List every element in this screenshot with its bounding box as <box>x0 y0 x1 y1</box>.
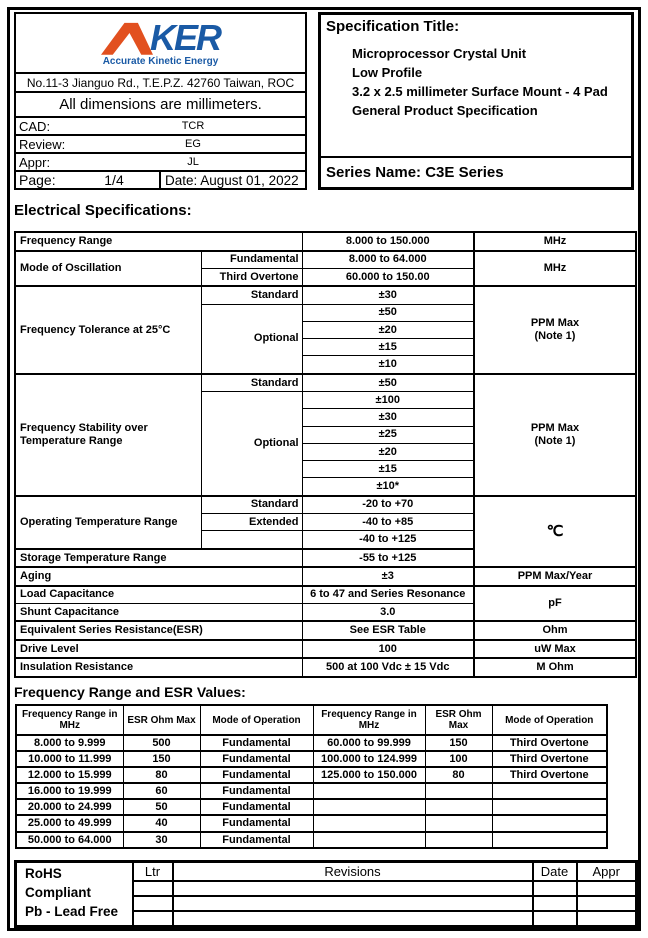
table-cell: ±30 <box>302 409 474 426</box>
esr-table <box>15 704 608 849</box>
table-cell: Optional <box>201 392 302 496</box>
table-cell: Mode of Oscillation <box>15 251 201 287</box>
table-cell: ±15 <box>302 339 474 356</box>
table-cell: Equivalent Series Resistance(ESR) <box>15 621 302 640</box>
spec-title-heading: Specification Title: <box>326 18 460 35</box>
table-cell: 60.000 to 99.999 <box>313 735 425 751</box>
table-cell: ±10* <box>302 478 474 496</box>
table-cell: ±30 <box>302 286 474 304</box>
table-cell: Frequency Range <box>15 232 302 251</box>
company-address: No.11-3 Jianguo Rd., T.E.P.Z. 42760 Taiwan, ROC <box>16 72 305 91</box>
aker-logo-text: KER <box>149 17 220 58</box>
table-cell: -55 to +125 <box>302 549 474 568</box>
table-cell: Third Overtone <box>492 767 607 783</box>
appr-label: Appr: <box>19 154 51 170</box>
appr-row <box>16 152 305 170</box>
table-cell: ±20 <box>302 443 474 460</box>
review-value: EG <box>185 138 201 150</box>
table-cell: 150 <box>425 735 492 751</box>
table-cell: ESR Ohm Max <box>425 705 492 735</box>
table-cell: Fundamental <box>200 751 313 767</box>
table-cell <box>133 881 173 896</box>
table-cell <box>533 911 577 926</box>
table-cell: 150 <box>123 751 200 767</box>
table-cell <box>425 799 492 815</box>
table-cell: Third Overtone <box>201 268 302 286</box>
table-cell: 10.000 to 11.999 <box>16 751 123 767</box>
table-cell: ±3 <box>302 567 474 586</box>
spec-title-line: Low Profile <box>352 65 423 80</box>
aker-logo-a-icon <box>101 21 153 55</box>
spec-title-line: General Product Specification <box>352 103 538 118</box>
company-info-box <box>14 12 307 190</box>
table-cell: ±10 <box>302 356 474 374</box>
table-cell <box>425 783 492 799</box>
spec-title-section <box>321 15 631 156</box>
table-cell <box>201 531 302 549</box>
table-cell: 50 <box>123 799 200 815</box>
table-cell: ℃ <box>474 496 636 567</box>
table-cell: 25.000 to 49.999 <box>16 815 123 831</box>
table-cell: Extended <box>201 514 302 531</box>
table-cell: Drive Level <box>15 640 302 659</box>
table-cell: 80 <box>123 767 200 783</box>
table-cell: -40 to +85 <box>302 514 474 531</box>
table-cell: Fundamental <box>200 815 313 831</box>
logo-word <box>101 17 220 58</box>
table-cell: 8.000 to 9.999 <box>16 735 123 751</box>
series-name: Series Name: C3E Series <box>321 156 631 187</box>
table-cell: M Ohm <box>474 658 636 677</box>
table-cell <box>577 911 637 926</box>
table-cell: 500 at 100 Vdc ± 15 Vdc <box>302 658 474 677</box>
table-cell: Frequency Tolerance at 25°C <box>15 286 201 373</box>
table-cell: Mode of Operation <box>492 705 607 735</box>
table-cell <box>492 799 607 815</box>
cad-row <box>16 116 305 134</box>
rohs-note: RoHS Compliant Pb - Lead Free <box>16 862 133 927</box>
review-row <box>16 134 305 152</box>
table-cell: 50.000 to 64.000 <box>16 832 123 848</box>
table-cell: Storage Temperature Range <box>15 549 302 568</box>
table-cell: Ltr <box>133 862 173 882</box>
table-cell <box>173 911 533 926</box>
table-cell <box>313 799 425 815</box>
table-cell: Optional <box>201 304 302 374</box>
table-cell: See ESR Table <box>302 621 474 640</box>
table-cell <box>173 896 533 911</box>
table-cell: uW Max <box>474 640 636 659</box>
table-cell: MHz <box>474 232 636 251</box>
table-cell: Aging <box>15 567 302 586</box>
spec-title-line: Microprocessor Crystal Unit <box>352 46 527 61</box>
table-cell: 100 <box>425 751 492 767</box>
table-cell: Frequency Stability over Temperature Range <box>15 374 201 496</box>
table-cell: Insulation Resistance <box>15 658 302 677</box>
table-cell: Shunt Capacitance <box>15 603 302 621</box>
electrical-specs-heading: Electrical Specifications: <box>14 202 192 219</box>
table-cell: Third Overtone <box>492 751 607 767</box>
table-cell: Load Capacitance <box>15 586 302 604</box>
cad-label: CAD: <box>19 118 51 134</box>
table-cell: 8.000 to 150.000 <box>302 232 474 251</box>
table-cell: 12.000 to 15.999 <box>16 767 123 783</box>
table-cell: Standard <box>201 496 302 514</box>
table-cell <box>313 815 425 831</box>
table-cell <box>492 783 607 799</box>
table-cell <box>492 832 607 848</box>
table-cell <box>577 881 637 896</box>
table-cell: ESR Ohm Max <box>123 705 200 735</box>
table-cell: Mode of Operation <box>200 705 313 735</box>
esr-heading: Frequency Range and ESR Values: <box>14 684 246 700</box>
table-cell: Revisions <box>173 862 533 882</box>
table-cell: Fundamental <box>200 799 313 815</box>
table-cell <box>173 881 533 896</box>
table-cell: 500 <box>123 735 200 751</box>
table-cell: 3.0 <box>302 603 474 621</box>
table-cell: 30 <box>123 832 200 848</box>
table-cell: Fundamental <box>200 767 313 783</box>
table-cell <box>425 832 492 848</box>
table-cell: 80 <box>425 767 492 783</box>
table-cell <box>533 896 577 911</box>
table-cell: 60.000 to 150.00 <box>302 268 474 286</box>
table-cell <box>425 815 492 831</box>
table-cell <box>133 896 173 911</box>
table-cell: Standard <box>201 286 302 304</box>
table-cell: 100 <box>302 640 474 659</box>
table-cell: ±20 <box>302 321 474 338</box>
table-cell: pF <box>474 586 636 622</box>
table-cell: 40 <box>123 815 200 831</box>
table-cell <box>492 815 607 831</box>
spec-title-box <box>318 12 634 190</box>
table-cell: 16.000 to 19.999 <box>16 783 123 799</box>
table-cell: PPM Max (Note 1) <box>474 374 636 496</box>
table-cell: ±100 <box>302 392 474 409</box>
page-label: Page: <box>19 172 56 188</box>
table-cell: Frequency Range in MHz <box>313 705 425 735</box>
dimensions-note: All dimensions are millimeters. <box>16 91 305 116</box>
table-cell: -40 to +125 <box>302 531 474 549</box>
table-cell: ±50 <box>302 374 474 392</box>
table-cell: MHz <box>474 251 636 287</box>
table-cell: Third Overtone <box>492 735 607 751</box>
spec-title-line: 3.2 x 2.5 millimeter Surface Mount - 4 Pad <box>352 84 608 99</box>
table-cell: Appr <box>577 862 637 882</box>
appr-value: JL <box>187 156 199 168</box>
table-cell: Ohm <box>474 621 636 640</box>
table-cell: ±25 <box>302 426 474 443</box>
electrical-specs-table <box>14 231 637 678</box>
table-cell: Frequency Range in MHz <box>16 705 123 735</box>
spec-title-lines <box>352 44 626 120</box>
table-cell: 20.000 to 24.999 <box>16 799 123 815</box>
table-cell: 8.000 to 64.000 <box>302 251 474 269</box>
date-value: Date: August 01, 2022 <box>159 172 305 188</box>
table-cell <box>133 911 173 926</box>
table-cell: Fundamental <box>200 783 313 799</box>
revisions-table <box>14 860 638 928</box>
table-cell: 6 to 47 and Series Resonance <box>302 586 474 604</box>
table-cell: PPM Max (Note 1) <box>474 286 636 373</box>
table-cell <box>577 896 637 911</box>
table-cell: ±15 <box>302 461 474 478</box>
table-cell <box>313 783 425 799</box>
table-cell: Fundamental <box>200 832 313 848</box>
table-cell <box>533 881 577 896</box>
table-cell: ±50 <box>302 304 474 321</box>
table-cell: 60 <box>123 783 200 799</box>
table-cell: Standard <box>201 374 302 392</box>
page-number: 1/4 <box>104 172 124 188</box>
cad-value: TCR <box>181 120 205 132</box>
logo-tagline: Accurate Kinetic Energy <box>102 56 219 67</box>
table-cell: Fundamental <box>201 251 302 269</box>
page-row <box>16 170 305 188</box>
table-cell: PPM Max/Year <box>474 567 636 586</box>
company-logo <box>16 14 305 72</box>
table-cell: 100.000 to 124.999 <box>313 751 425 767</box>
review-label: Review: <box>19 136 66 152</box>
table-cell: Operating Temperature Range <box>15 496 201 549</box>
table-cell: 125.000 to 150.000 <box>313 767 425 783</box>
table-cell: Date <box>533 862 577 882</box>
table-cell <box>313 832 425 848</box>
table-cell: -20 to +70 <box>302 496 474 514</box>
table-cell: Fundamental <box>200 735 313 751</box>
